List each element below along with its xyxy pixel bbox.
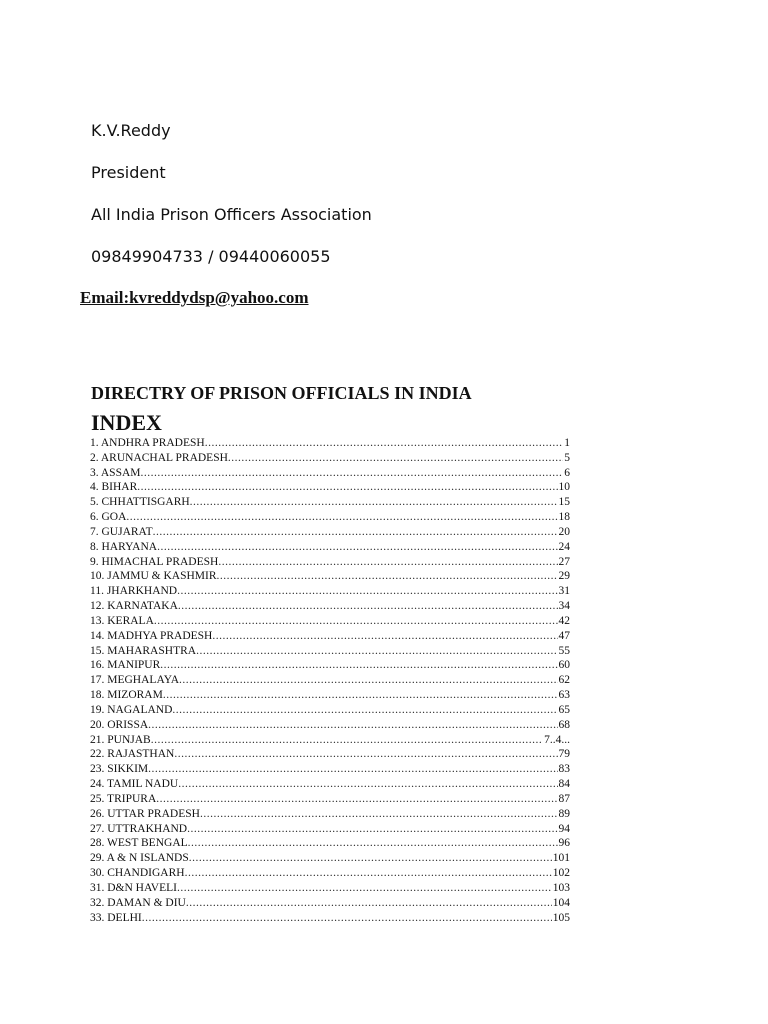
- dot-leader: [200, 807, 558, 822]
- index-entry[interactable]: [90, 718, 570, 733]
- dot-leader: [217, 569, 558, 584]
- index-entry-label: 7. GUJARAT: [90, 525, 153, 538]
- dot-leader: [179, 673, 557, 688]
- dot-leader: [178, 777, 557, 792]
- index-entry-label: 33. DELHI: [90, 911, 142, 924]
- index-entry[interactable]: [90, 673, 570, 688]
- index-entry-label: 20. ORISSA: [90, 718, 149, 731]
- index-entry-page: 5: [564, 451, 570, 464]
- index-entry-page: 101: [552, 852, 570, 865]
- index-entry[interactable]: [90, 614, 570, 629]
- index-entry[interactable]: [90, 851, 570, 866]
- dot-leader: [153, 525, 558, 540]
- index-entry-page: 1: [564, 437, 570, 449]
- dot-leader: [174, 747, 557, 762]
- dot-leader: [178, 599, 558, 614]
- dot-leader: [196, 644, 557, 659]
- index-entry-label: 32. DAMAN & DIU: [90, 896, 186, 909]
- contact-organization: All India Prison Officers Association: [91, 205, 372, 224]
- index-entry-page: 7..4...: [544, 733, 570, 746]
- index-entry-label: 9. HIMACHAL PRADESH: [90, 555, 219, 568]
- index-entry-label: 13. KERALA: [90, 614, 154, 627]
- index-entry-page: 65: [558, 703, 570, 716]
- index-entry-page: 83: [558, 763, 570, 776]
- index-entry-label: 21. PUNJAB: [90, 733, 151, 746]
- contact-phone: 09849904733 / 09440060055: [91, 247, 331, 266]
- index-entry-page: 94: [558, 822, 570, 835]
- dot-leader: [163, 688, 558, 703]
- dot-leader: [172, 703, 557, 718]
- index-entry[interactable]: [90, 436, 570, 451]
- dot-leader: [190, 495, 558, 510]
- index-entry[interactable]: [90, 881, 570, 896]
- contact-name: K.V.Reddy: [91, 121, 171, 140]
- index-entry-page: 89: [558, 807, 570, 820]
- index-entry[interactable]: [90, 569, 570, 584]
- document-title: DIRECTRY OF PRISON OFFICIALS IN INDIA: [91, 383, 472, 403]
- index-entry[interactable]: [90, 703, 570, 718]
- dot-leader: [148, 762, 557, 777]
- index-entry-label: 8. HARYANA: [90, 540, 158, 553]
- index-entry[interactable]: [90, 822, 570, 837]
- dot-leader: [228, 451, 563, 466]
- index-entry-label: 24. TAMIL NADU: [90, 778, 179, 791]
- index-entry-page: 24: [558, 540, 570, 553]
- index-entry[interactable]: [90, 599, 570, 614]
- index-entry-page: 62: [558, 674, 570, 687]
- index-entry[interactable]: [90, 762, 570, 777]
- dot-leader: [151, 733, 543, 748]
- index-entry-label: 25. TRIPURA: [90, 792, 157, 805]
- index-entry-page: 31: [558, 585, 570, 598]
- index-entry-label: 11. JHARKHAND: [90, 585, 178, 598]
- index-entry-label: 1. ANDHRA PRADESH: [90, 437, 205, 449]
- index-entry[interactable]: [90, 658, 570, 673]
- index-entry-label: 23. SIKKIM: [90, 763, 149, 776]
- index-entry-page: 27: [558, 555, 570, 568]
- index-entry[interactable]: [90, 555, 570, 570]
- index-entry-label: 5. CHHATTISGARH: [90, 496, 190, 509]
- index-entry-label: 4. BIHAR: [90, 481, 138, 494]
- index-entry-label: 28. WEST BENGAL: [90, 837, 188, 850]
- index-entry[interactable]: [90, 451, 570, 466]
- index-list: [90, 436, 570, 925]
- index-entry-label: 26. UTTAR PRADESH: [90, 807, 200, 820]
- dot-leader: [160, 658, 557, 673]
- index-entry[interactable]: [90, 777, 570, 792]
- contact-email-link[interactable]: Email:kvreddydsp@yahoo.com: [80, 288, 309, 307]
- dot-leader: [218, 555, 557, 570]
- index-entry-label: 22. RAJASTHAN: [90, 748, 175, 761]
- dot-leader: [148, 718, 557, 733]
- index-entry[interactable]: [90, 733, 570, 748]
- index-entry-page: 60: [558, 659, 570, 672]
- index-entry-label: 6. GOA: [90, 511, 127, 524]
- index-entry-label: 14. MADHYA PRADESH: [90, 629, 213, 642]
- index-entry-page: 18: [558, 511, 570, 524]
- index-entry-label: 31. D&N HAVELI: [90, 881, 177, 894]
- index-entry-page: 102: [552, 867, 570, 880]
- index-entry-page: 20: [558, 525, 570, 538]
- index-entry-label: 27. UTTRAKHAND: [90, 822, 188, 835]
- index-entry-page: 29: [558, 570, 570, 583]
- index-entry-page: 105: [552, 911, 570, 924]
- index-entry-label: 16. MANIPUR: [90, 659, 161, 672]
- index-entry-page: 79: [558, 748, 570, 761]
- index-entry[interactable]: [90, 866, 570, 881]
- index-entry-label: 29. A & N ISLANDS: [90, 852, 189, 865]
- index-entry-page: 68: [558, 718, 570, 731]
- index-entry[interactable]: [90, 836, 570, 851]
- dot-leader: [186, 896, 552, 911]
- dot-leader: [189, 851, 552, 866]
- index-entry-label: 2. ARUNACHAL PRADESH: [90, 451, 228, 464]
- dot-leader: [154, 614, 558, 629]
- index-entry-page: 103: [552, 881, 570, 894]
- index-entry-page: 87: [558, 792, 570, 805]
- index-entry[interactable]: [90, 644, 570, 659]
- index-entry-label: 15. MAHARASHTRA: [90, 644, 197, 657]
- index-entry-label: 10. JAMMU & KASHMIR: [90, 570, 217, 583]
- dot-leader: [187, 822, 557, 837]
- index-entry[interactable]: [90, 584, 570, 599]
- index-entry-page: 104: [552, 896, 570, 909]
- index-entry-page: 84: [558, 778, 570, 791]
- index-entry-label: 12. KARNATAKA: [90, 600, 178, 613]
- index-entry[interactable]: [90, 792, 570, 807]
- index-entry[interactable]: [90, 629, 570, 644]
- index-entry[interactable]: [90, 896, 570, 911]
- index-entry[interactable]: [90, 688, 570, 703]
- index-entry-page: 55: [558, 644, 570, 657]
- contact-designation: President: [91, 163, 166, 182]
- index-entry-page: 63: [558, 689, 570, 702]
- index-entry[interactable]: [90, 807, 570, 822]
- dot-leader: [126, 510, 557, 525]
- index-entry[interactable]: [90, 540, 570, 555]
- dot-leader: [212, 629, 557, 644]
- dot-leader: [157, 540, 557, 555]
- index-entry-label: 3. ASSAM: [90, 466, 141, 479]
- dot-leader: [177, 881, 552, 896]
- index-entry-label: 17. MEGHALAYA: [90, 674, 180, 687]
- index-entry-page: 6: [564, 466, 570, 479]
- index-entry[interactable]: [90, 495, 570, 510]
- index-entry-page: 10: [558, 481, 570, 494]
- dot-leader: [142, 911, 552, 926]
- index-entry-label: 19. NAGALAND: [90, 703, 173, 716]
- dot-leader: [137, 480, 557, 495]
- index-entry-label: 30. CHANDIGARH: [90, 867, 185, 880]
- index-entry-label: 18. MIZORAM: [90, 689, 163, 702]
- index-entry-page: 34: [558, 600, 570, 613]
- dot-leader: [177, 584, 557, 599]
- dot-leader: [205, 436, 564, 451]
- index-entry[interactable]: [90, 466, 570, 481]
- index-entry[interactable]: [90, 911, 570, 926]
- dot-leader: [185, 866, 552, 881]
- index-entry[interactable]: [90, 510, 570, 525]
- dot-leader: [188, 836, 558, 851]
- dot-leader: [141, 466, 564, 481]
- index-entry-page: 96: [558, 837, 570, 850]
- index-entry-page: 42: [558, 614, 570, 627]
- index-entry-page: 15: [558, 496, 570, 509]
- index-entry-page: 47: [558, 629, 570, 642]
- index-entry[interactable]: [90, 747, 570, 762]
- index-entry[interactable]: [90, 480, 570, 495]
- dot-leader: [156, 792, 557, 807]
- index-heading: INDEX: [91, 410, 162, 435]
- index-entry[interactable]: [90, 525, 570, 540]
